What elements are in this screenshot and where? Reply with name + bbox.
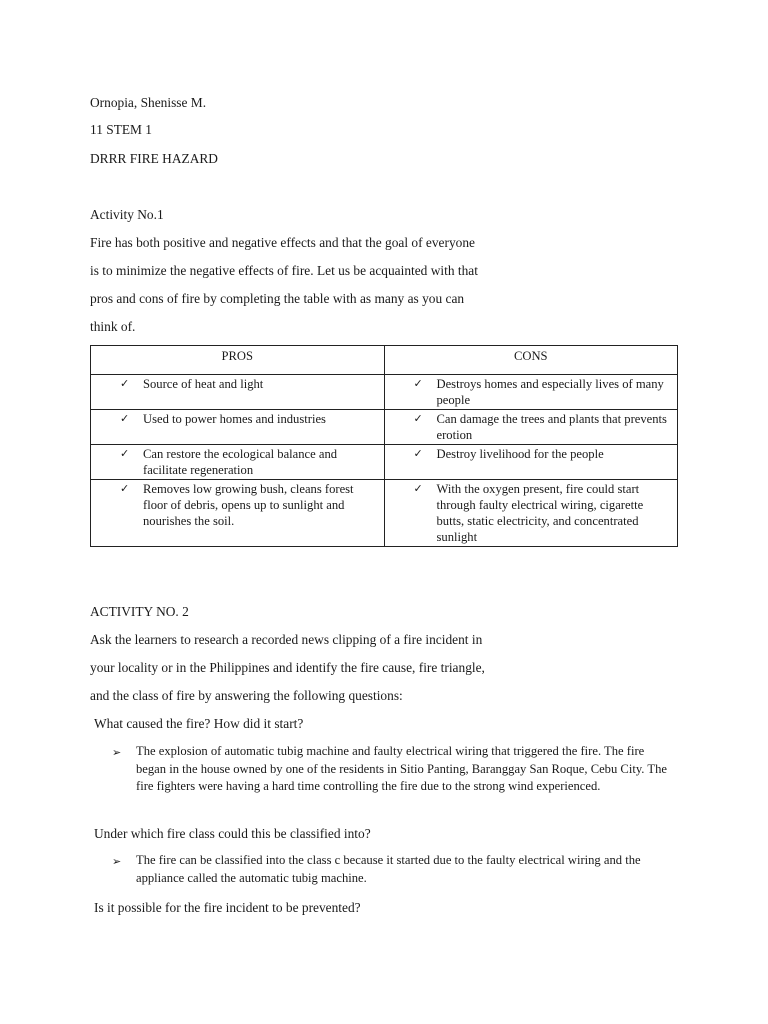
checkmark-icon: ✓ bbox=[413, 482, 423, 495]
cons-header: CONS bbox=[384, 346, 678, 375]
activity1-instruction-line: pros and cons of fire by completing the table with as many as you can bbox=[90, 291, 465, 306]
question-item bbox=[90, 716, 303, 733]
student-name: Ornopia, Shenisse M. bbox=[90, 95, 207, 110]
question-text: Under which fire class could this be classified into? bbox=[94, 826, 371, 841]
cons-cell bbox=[384, 445, 678, 480]
pros-text: Can restore the ecological balance and facilitate regeneration bbox=[143, 447, 338, 477]
checkmark-icon: ✓ bbox=[413, 447, 423, 460]
activity1-instruction-line: think of. bbox=[90, 319, 136, 334]
activity2-instruction-line: your locality or in the Philippines and identify the fire cause, fire triangle, bbox=[90, 660, 485, 675]
question-item bbox=[90, 900, 361, 917]
answer-item bbox=[112, 743, 677, 796]
checkmark-icon: ✓ bbox=[120, 482, 130, 495]
cons-text: Can damage the trees and plants that prevents erotion bbox=[436, 412, 667, 442]
question-text: Is it possible for the fire incident to be prevented? bbox=[94, 900, 361, 915]
cons-text: Destroy livelihood for the people bbox=[436, 447, 604, 461]
activity1-instruction-line: Fire has both positive and negative effects and that the goal of everyone bbox=[90, 235, 475, 250]
activity2-instruction-line: and the class of fire by answering the following questions: bbox=[90, 688, 403, 703]
pros-cell bbox=[91, 480, 385, 547]
table-row bbox=[91, 480, 678, 547]
checkmark-icon: ✓ bbox=[413, 412, 423, 425]
pros-cell bbox=[91, 445, 385, 480]
student-section: 11 STEM 1 bbox=[90, 122, 152, 137]
cons-cell bbox=[384, 410, 678, 445]
pros-cell bbox=[91, 375, 385, 410]
answer-text: The explosion of automatic tubig machine and faulty electrical wiring that triggered the fire. The fire began in the house owned by one of the residents in Sitio Panting, Baranggay San Roque, Cebu City. The fire fighters were having a hard time controlling the fire due to the strong wind experienced. bbox=[136, 744, 667, 793]
answer-item bbox=[112, 852, 677, 887]
table-row bbox=[91, 445, 678, 480]
pros-cell bbox=[91, 410, 385, 445]
cons-text: Destroys homes and especially lives of many people bbox=[436, 377, 664, 407]
table-row bbox=[91, 410, 678, 445]
cons-cell bbox=[384, 375, 678, 410]
pros-text: Removes low growing bush, cleans forest floor of debris, opens up to sunlight and nourishes the soil. bbox=[143, 482, 354, 528]
arrow-bullet-icon: ➢ bbox=[112, 746, 122, 759]
checkmark-icon: ✓ bbox=[413, 377, 423, 390]
activity2-title: ACTIVITY NO. 2 bbox=[90, 604, 189, 619]
question-text: What caused the fire? How did it start? bbox=[94, 716, 304, 731]
document-subject: DRRR FIRE HAZARD bbox=[90, 151, 218, 166]
cons-text: With the oxygen present, fire could start through faulty electrical wiring, cigarette butts, static electricity, and concentrated sunlight bbox=[436, 482, 644, 544]
table-row bbox=[91, 375, 678, 410]
pros-text: Used to power homes and industries bbox=[143, 412, 326, 426]
activity1-instruction-line: is to minimize the negative effects of fire. Let us be acquainted with that bbox=[90, 263, 478, 278]
cons-cell bbox=[384, 480, 678, 547]
table-header-row bbox=[91, 346, 678, 375]
checkmark-icon: ✓ bbox=[120, 447, 130, 460]
answer-text: The fire can be classified into the class c because it started due to the faulty electrical wiring and the appliance called the automatic tubig machine. bbox=[136, 853, 641, 885]
pros-header: PROS bbox=[91, 346, 385, 375]
activity2-instruction-line: Ask the learners to research a recorded news clipping of a fire incident in bbox=[90, 632, 483, 647]
checkmark-icon: ✓ bbox=[120, 412, 130, 425]
checkmark-icon: ✓ bbox=[120, 377, 130, 390]
activity1-title: Activity No.1 bbox=[90, 207, 164, 222]
question-item bbox=[90, 826, 371, 843]
pros-cons-table bbox=[90, 345, 678, 547]
pros-text: Source of heat and light bbox=[143, 377, 264, 391]
arrow-bullet-icon: ➢ bbox=[112, 855, 122, 868]
